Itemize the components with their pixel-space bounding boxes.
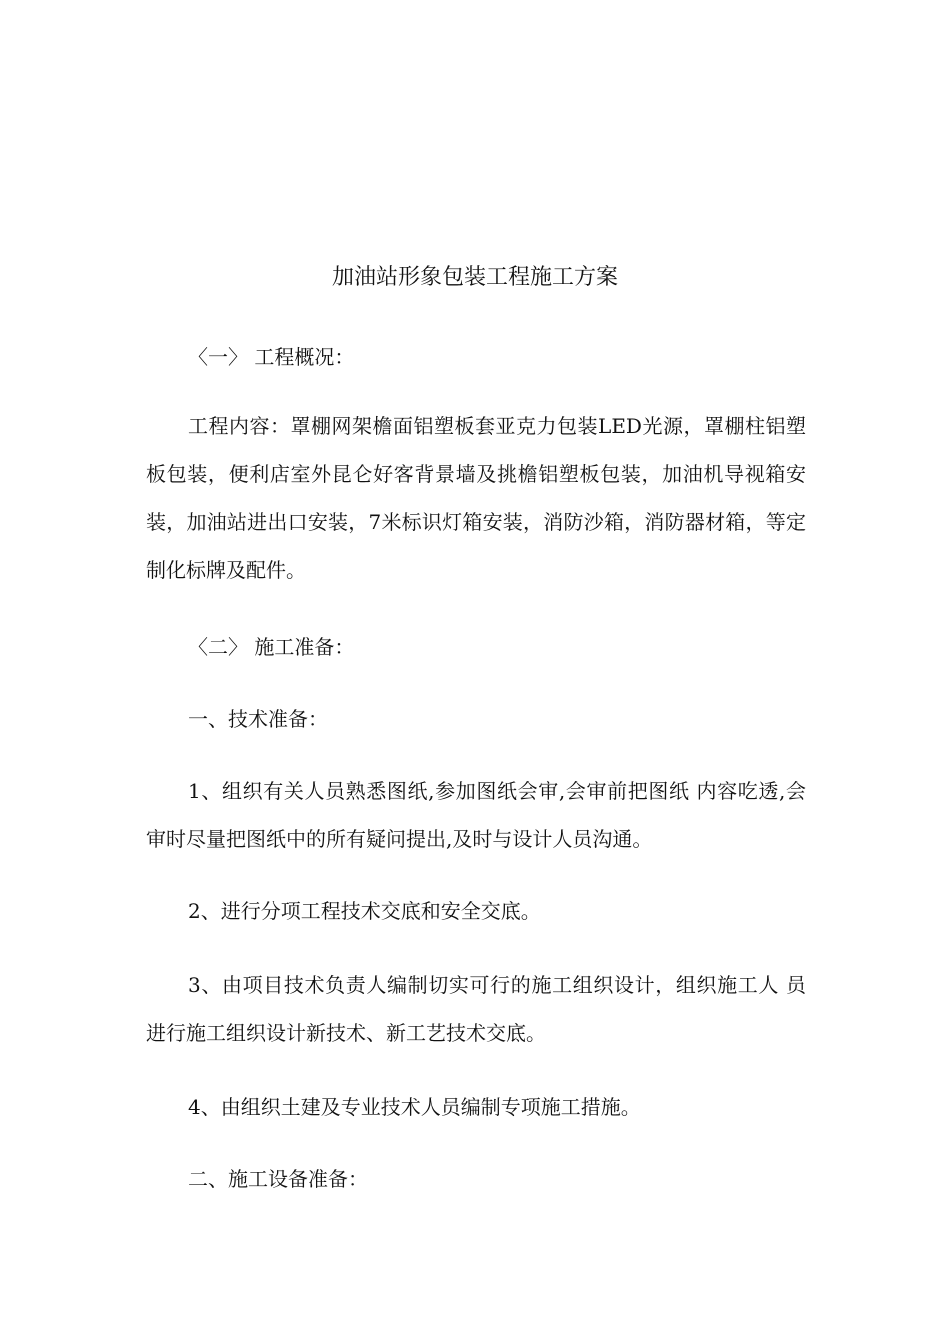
document-title: 加油站形象包装工程施工方案 [331,265,618,290]
tech-item-4: 4、由组织土建及专业技术人员编制专项施工措施。 [188,1095,641,1119]
overview-paragraph: 工程内容：罩棚网架檐面铝塑板套亚克力包装LED光源，罩棚柱铝塑板包装，便利店室外昆仑好客背景墙及挑檐铝塑板包装，加油机导视箱安装，加油站进出口安装，7米标识灯箱安装，消防沙箱，消防器材箱，等定制化标牌及配件。 [146,414,806,582]
tech-item-2: 2、进行分项工程技术交底和安全交底。 [188,899,541,923]
subheading-technical-preparation: 一、技术准备： [188,707,328,731]
tech-item-3: 3、由项目技术负责人编制切实可行的施工组织设计，组织施工人 员进行施工组织设计新技术、新工艺技术交底。 [146,973,806,1045]
subheading-equipment-preparation: 二、施工设备准备： [188,1167,368,1191]
section-heading-overview: 〈一〉 工程概况： [188,345,355,369]
section-heading-preparation: 〈二〉 施工准备： [188,635,355,659]
tech-item-1: 1、组织有关人员熟悉图纸,参加图纸会审,会审前把图纸 内容吃透,会审时尽量把图纸中的所有疑问提出,及时与设计人员沟通。 [146,779,806,851]
